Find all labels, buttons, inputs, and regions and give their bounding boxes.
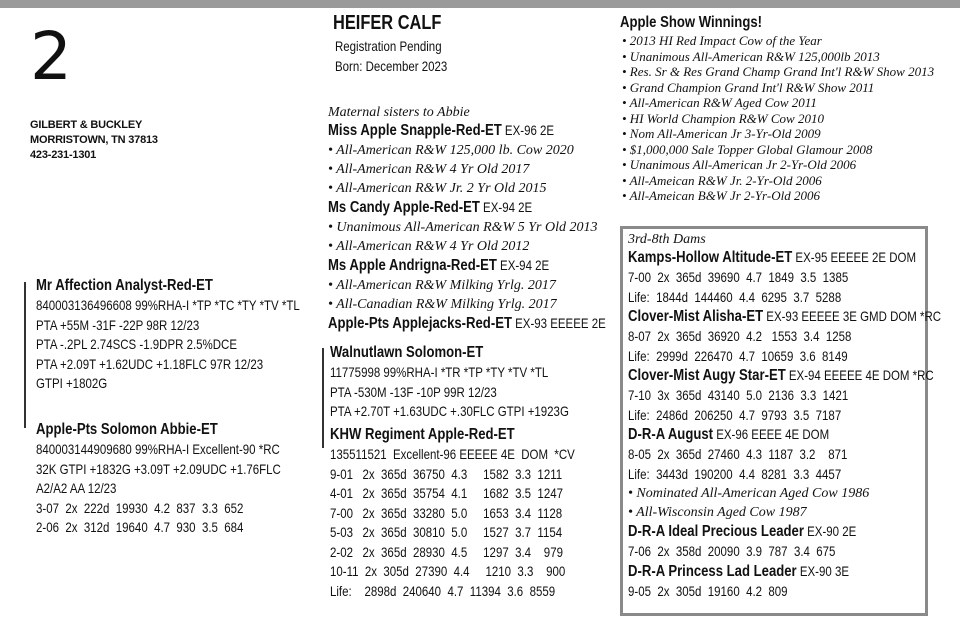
dam-ancestor-name: Kamps-Hollow Altitude-ET [628,249,793,266]
dam-line: 840003144909680 99%RHA-I Excellent-90 *RC [36,441,280,457]
sire-line: GTPI +1802G [36,375,108,391]
granddam-record: 10-11 2x 305d 27390 4.4 1210 3.3 900 [330,563,566,579]
sire-line: PTA -.2PL 2.74SCS -1.9DPR 2.5%DCE [36,336,237,352]
sire-block [36,276,300,394]
animal-info [335,36,447,76]
sire-name: Mr Affection Analyst-Red-ET [36,277,213,294]
granddam-name: KHW Regiment Apple-Red-ET [330,426,515,443]
granddam-header-line: 135511521 Excellent-96 EEEEE 4E DOM *CV [330,446,575,462]
dam-record: 3-07 2x 222d 19930 4.2 837 3.3 652 [36,499,244,516]
dam-ancestor-record: 8-07 2x 365d 36920 4.2 1553 3.4 1258 [628,328,852,344]
grandsire-line: PTA -530M -13F -10P 99R 12/23 [330,383,497,400]
granddam-record: 4-01 2x 365d 35754 4.1 1682 3.5 1247 [330,485,563,501]
sister-name: Apple-Pts Applejacks-Red-ET [328,315,512,332]
dam-ancestor-lifetime: Life: 2999d 226470 4.7 10659 3.6 8149 [628,347,848,364]
birth-date: Born: December 2023 [335,58,448,74]
show-win-item: • All-Ameican R&W Jr. 2-Yr-Old 2006 [622,172,822,188]
dam-line: 32K GTPI +1832G +3.09T +2.09UDC +1.76FLC [36,460,281,477]
top-rule [0,0,960,8]
granddam-record: 2-02 2x 365d 28930 4.5 1297 3.4 979 [330,543,563,560]
show-win-item: • Unanimous All-American R&W 125,000lb 2013 [622,48,880,64]
sister-name: Ms Apple Andrigna-Red-ET [328,257,497,274]
registration-status: Registration Pending [335,38,442,54]
sire-line: PTA +2.09T +1.62UDC +1.18FLC 97R 12/23 [36,355,264,372]
show-win-item: • HI World Champion R&W Cow 2010 [622,110,824,126]
sister-note: • All-American R&W 4 Yr Old 2012 [328,239,530,254]
dam-ancestor-lifetime: Life: 3443d 190200 4.4 8281 3.3 4457 [628,465,842,482]
dam-ancestor-name: D-R-A Princess Lad Leader [628,562,797,580]
pedigree-bracket [24,282,26,428]
show-win-item: • 2013 HI Red Impact Cow of the Year [622,33,822,48]
dam-ancestor-name: Clover-Mist Augy Star-ET [628,367,786,384]
dam-name: Apple-Pts Solomon Abbie-ET [36,421,218,438]
consignor-name: GILBERT & BUCKLEY [30,119,143,131]
sister-note: • All-American R&W 125,000 lb. Cow 2020 [328,143,574,158]
consignor-location: MORRISTOWN, TN 37813 [30,134,158,146]
maternal-sisters [328,104,667,334]
show-win-item: • Grand Champion Grand Int'l R&W Show 2011 [622,79,875,95]
show-win-item: • All-American R&W Aged Cow 2011 [622,95,817,110]
maternal-grandsire-block [330,343,569,422]
dam-ancestor-record: 7-00 2x 365d 39690 4.7 1849 3.5 1385 [628,269,849,285]
show-winnings [620,13,934,204]
dam-ancestor-name: D-R-A Ideal Precious Leader [628,523,804,540]
dam-ancestor-score: EX-94 EEEEE 4E DOM *RC [785,367,934,383]
show-win-item: • Res. Sr & Res Grand Champ Grand Int'l R&W Show 2013 [622,64,935,79]
maternal-sisters-header: Maternal sisters to Abbie [328,105,470,120]
granddam-record: 9-01 2x 365d 36750 4.3 1582 3.3 1211 [330,465,563,482]
sister-score: EX-96 2E [501,122,555,138]
granddam-block [330,425,575,601]
dam-ancestor-name: D-R-A August [628,426,714,443]
dam-ancestor-record: 8-05 2x 365d 27460 4.3 1187 3.2 871 [628,446,848,462]
sister-note: • All-American R&W Milking Yrlg. 2017 [328,278,556,293]
dam-ancestor-record: 7-06 2x 358d 20090 3.9 787 3.4 675 [628,543,836,559]
granddam-record: 7-00 2x 365d 33280 5.0 1653 3.4 1128 [330,504,563,521]
dam-ancestor-lifetime: Life: 1844d 144460 4.4 6295 3.7 5288 [628,288,842,305]
consignor-block [30,118,158,163]
grandsire-line: PTA +2.70T +1.63UDC +.30FLC GTPI +1923G [330,403,569,419]
dam-ancestor-note: • All-Wisconsin Aged Cow 1987 [628,505,807,520]
sister-name: Miss Apple Snapple-Red-ET [328,122,502,139]
sister-score: EX-94 2E [479,199,533,215]
dam-ancestor-record: 9-05 2x 305d 19160 4.2 809 [628,582,788,599]
dam-ancestor-note: • Nominated All-American Aged Cow 1986 [628,486,870,501]
granddam-record: 5-03 2x 365d 30810 5.0 1527 3.7 1154 [330,524,563,540]
animal-title: HEIFER CALF [333,12,442,34]
dam-ancestor-score: EX-90 2E [803,523,857,539]
dam-ancestor-score: EX-90 3E [796,562,850,579]
dam-ancestor-score: EX-95 EEEEE 2E DOM [792,249,917,265]
sister-note: • Unanimous All-American R&W 5 Yr Old 2013 [328,220,598,235]
sister-score: EX-93 EEEEE 2E [511,315,606,331]
dam-block [36,420,281,538]
sister-name: Ms Candy Apple-Red-ET [328,199,480,216]
dam-record: 2-06 2x 312d 19640 4.7 930 3.5 684 [36,519,244,535]
show-win-item: • Unanimous All-American Jr 2-Yr-Old 2006 [622,157,857,172]
grandsire-line: 11775998 99%RHA-I *TR *TP *TY *TV *TL [330,364,549,380]
sister-note: • All-American R&W Jr. 2 Yr Old 2015 [328,181,547,196]
show-win-item: • Nom All-American Jr 3-Yr-Old 2009 [622,126,821,141]
dam-ancestor-lifetime: Life: 2486d 206250 4.7 9793 3.5 7187 [628,406,842,423]
dams-3-8 [628,231,960,601]
show-win-item: • $1,000,000 Sale Topper Global Glamour 2008 [622,141,873,157]
maternal-bracket [322,348,324,448]
show-win-item: • All-Ameican B&W Jr 2-Yr-Old 2006 [622,188,820,203]
consignor-phone: 423-231-1301 [30,149,97,161]
sire-line: 840003136496608 99%RHA-I *TP *TC *TY *TV *TL [36,297,300,313]
dam-ancestor-name: Clover-Mist Alisha-ET [628,308,764,325]
sire-line: PTA +55M -31F -22P 98R 12/23 [36,316,200,333]
sister-note: • All-American R&W 4 Yr Old 2017 [328,162,530,177]
dams-header: 3rd-8th Dams [628,232,706,247]
dam-line: A2/A2 AA 12/23 [36,480,117,496]
dam-ancestor-score: EX-96 EEEE 4E DOM [713,426,830,442]
dam-ancestor-record: 7-10 3x 365d 43140 5.0 2136 3.3 1421 [628,387,849,403]
dam-ancestor-score: EX-93 EEEEE 3E GMD DOM *RC [763,308,942,324]
sister-score: EX-94 2E [496,257,550,273]
lot-number: 2 [30,18,72,95]
sister-note: • All-Canadian R&W Milking Yrlg. 2017 [328,297,557,312]
granddam-lifetime: Life: 2898d 240640 4.7 11394 3.6 8559 [330,582,556,599]
grandsire-name: Walnutlawn Solomon-ET [330,344,484,361]
show-winnings-title: Apple Show Winnings! [620,14,763,31]
